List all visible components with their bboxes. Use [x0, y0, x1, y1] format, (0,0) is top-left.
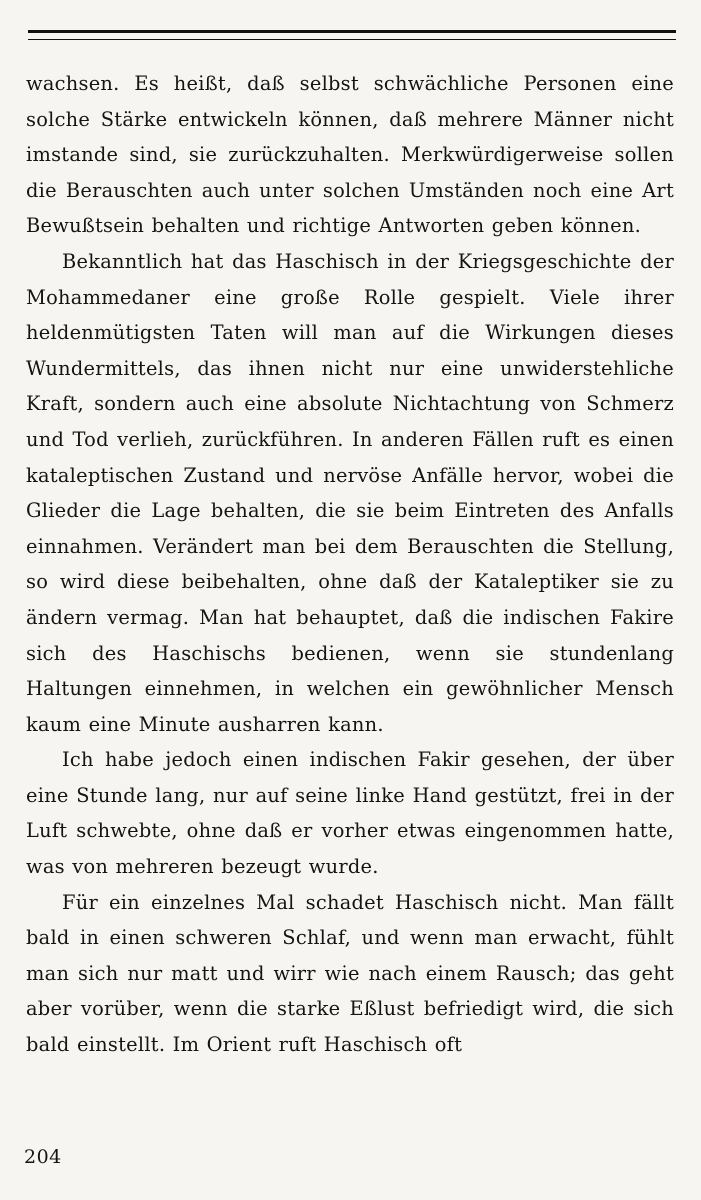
paragraph-3: Ich habe jedoch einen indischen Fakir gesehen, der über eine Stunde lang, nur auf seine linke Hand gestützt, frei in der Luft schwebte, ohne daß er vorher etwas eingenommen hatte, was von mehreren bezeugt wurde.	[26, 748, 674, 879]
paragraph-2: Bekanntlich hat das Haschisch in der Kriegsgeschichte der Mohammedaner eine große Rolle gespielt. Viele ihrer heldenmütigsten Taten will man auf die Wirkungen dieses Wundermittels, das ihnen nicht nur eine unwiderstehliche Kraft, sondern auch eine absolute Nichtachtung von Schmerz und Tod verlieh, zurückführen. In anderen Fällen ruft es einen kataleptischen Zustand und nervöse Anfälle hervor, wobei die Glieder die Lage behalten, die sie beim Eintreten des Anfalls einnahmen. Verändert man bei dem Berauschten die Stellung, so wird diese beibehalten, ohne daß der Kataleptiker sie zu ändern vermag. Man hat behauptet, daß die indischen Fakire sich des Haschischs bedienen, wenn sie stundenlang Haltungen einnehmen, in welchen ein gewöhnlicher Mensch kaum eine Minute ausharren kann.	[26, 249, 674, 736]
page-number: 204	[24, 1146, 62, 1168]
body-text	[26, 66, 674, 1063]
paragraph-1: wachsen. Es heißt, daß selbst schwächliche Personen eine solche Stärke entwickeln können, daß mehrere Männer nicht imstande sind, sie zurückzuhalten. Merkwürdigerweise sollen die Berauschten auch unter solchen Umständen noch eine Art Bewußtsein behalten und richtige Antworten geben können.	[26, 72, 674, 238]
header-rule-thick	[28, 30, 676, 33]
header-rule-thin	[28, 39, 676, 40]
paragraph-4: Für ein einzelnes Mal schadet Haschisch nicht. Man fällt bald in einen schweren Schlaf, und wenn man erwacht, fühlt man sich nur matt und wirr wie nach einem Rausch; das geht aber vorüber, wenn die starke Eßlust befriedigt wird, die sich bald einstellt. Im Orient ruft Haschisch oft	[26, 890, 674, 1057]
